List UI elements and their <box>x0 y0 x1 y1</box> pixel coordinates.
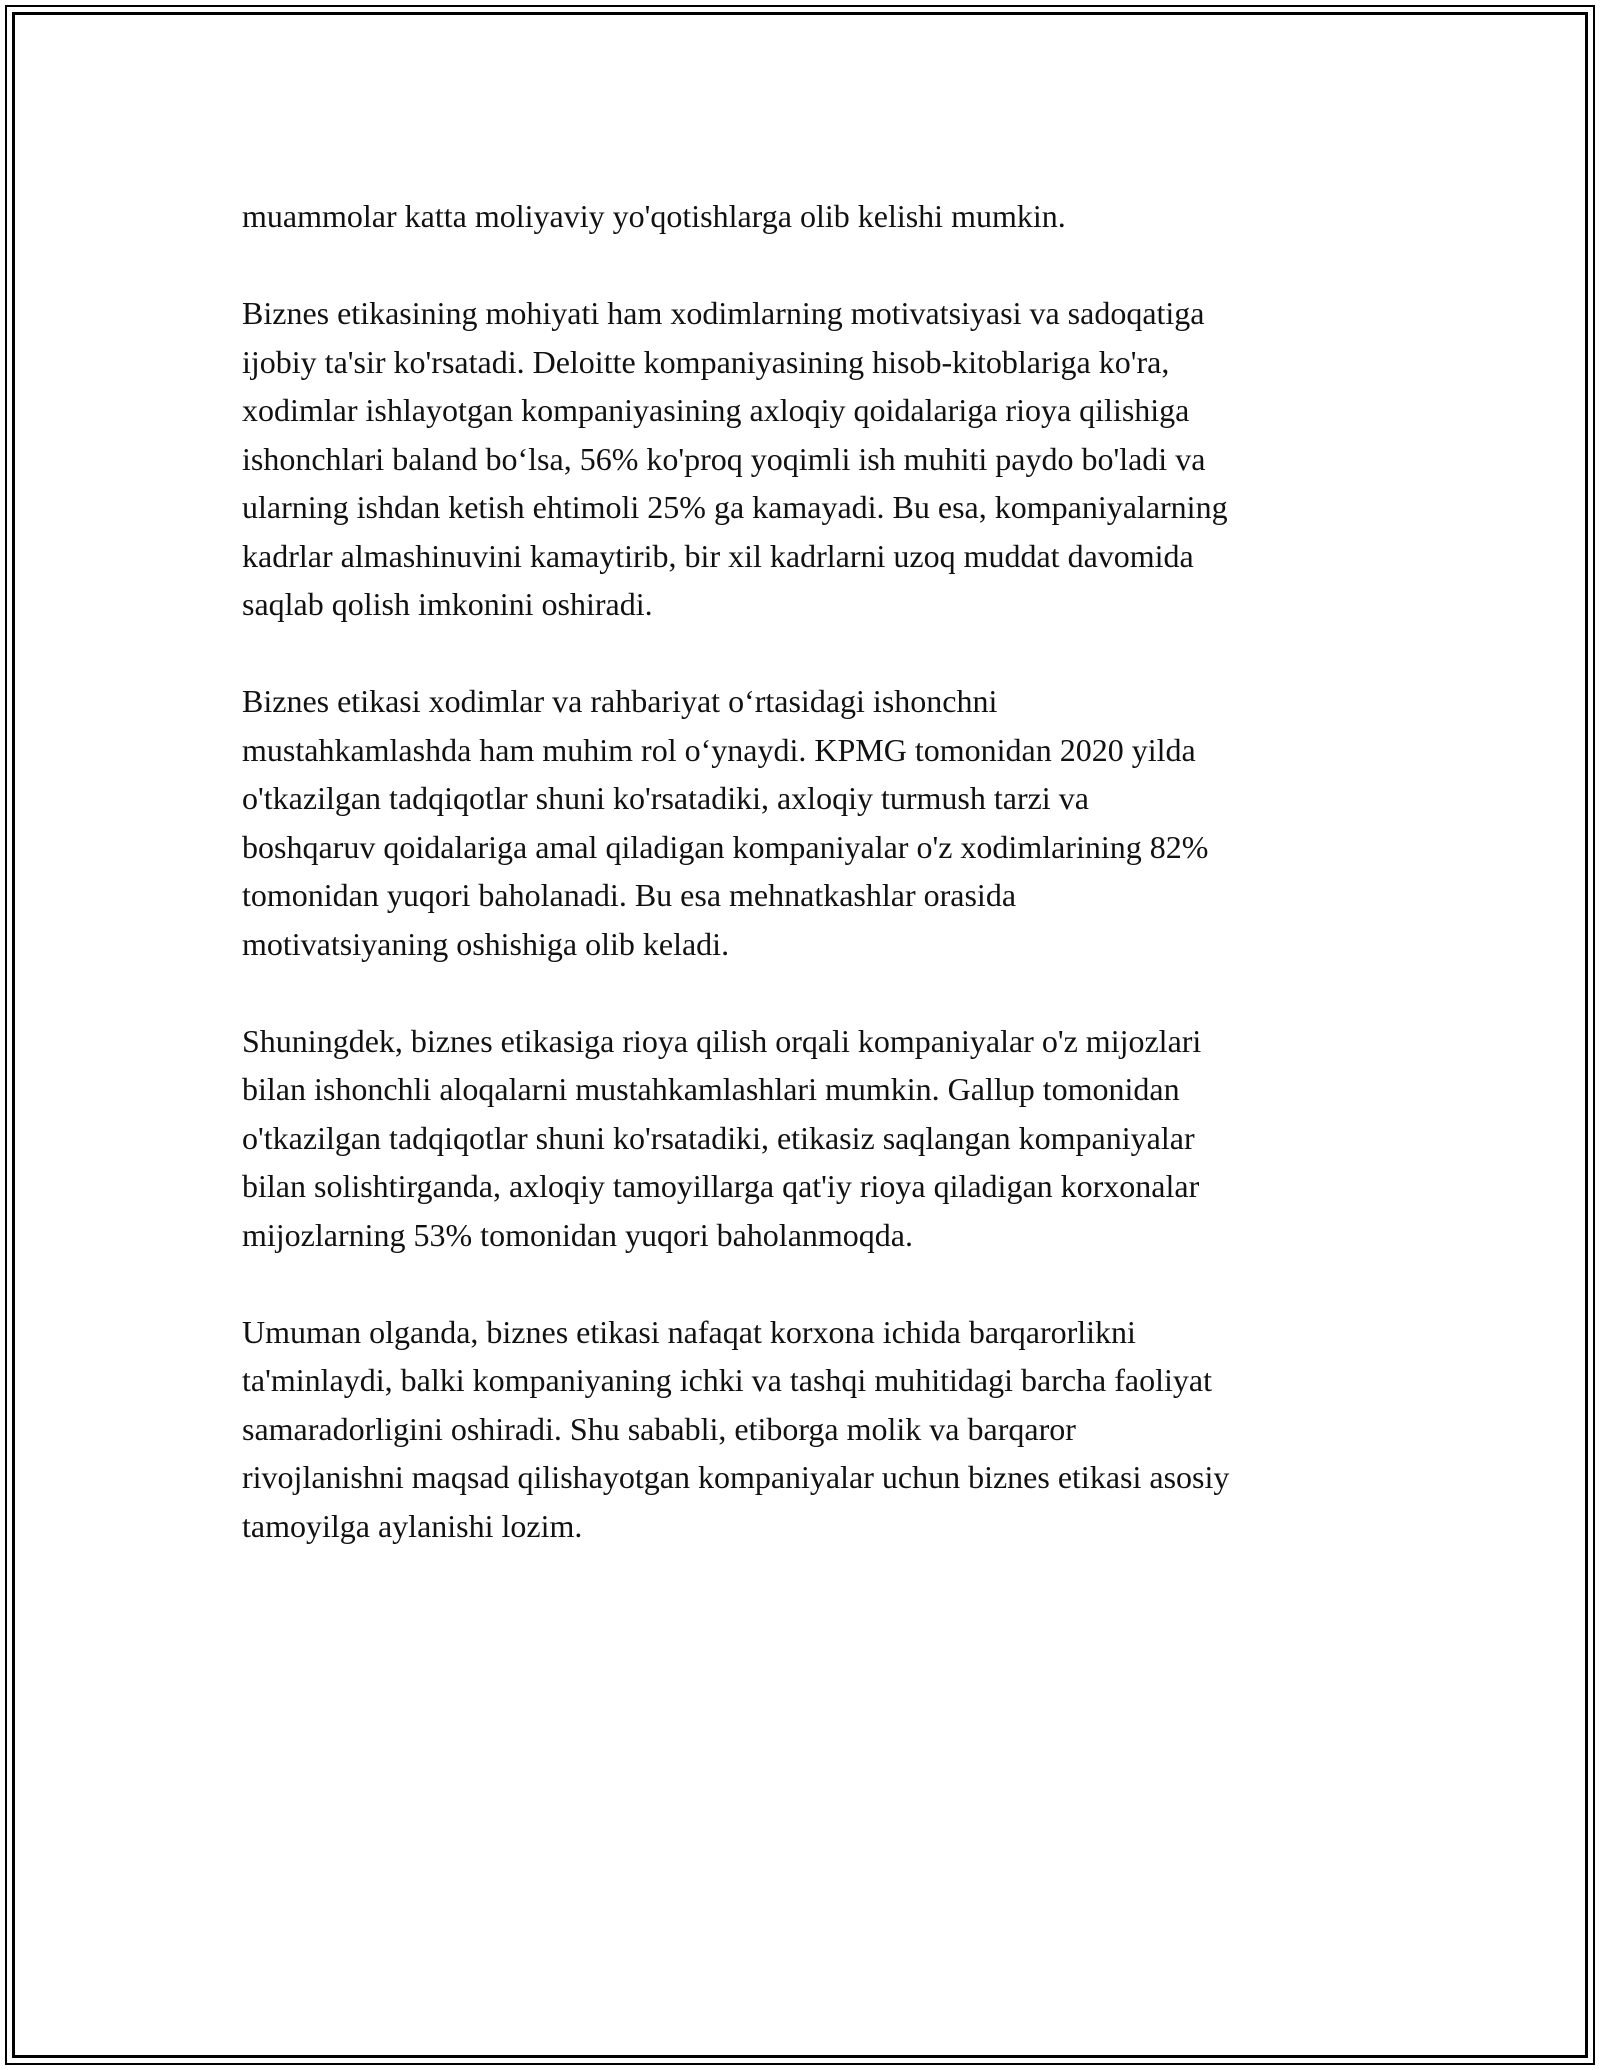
paragraph-5 <box>242 1308 1402 1551</box>
text-line: ta'minlaydi, balki kompaniyaning ichki va tashqi muhitidagi barcha faoliyat <box>242 1362 1212 1398</box>
text-line: ishonchlari baland bo‘lsa, 56% ko'proq yoqimli ish muhiti paydo bo'ladi va <box>242 440 1206 477</box>
text-line: tomonidan yuqori baholanadi. Bu esa mehnatkashlar orasida <box>242 877 1017 913</box>
document-body <box>242 192 1402 1599</box>
text-line: saqlab qolish imkonini oshiradi. <box>242 586 653 622</box>
text-line: Biznes etikasining mohiyati ham xodimlarning motivatsiyasi va sadoqatiga <box>242 295 1205 331</box>
text-line: muammolar katta moliyaviy yo'qotishlarga olib kelishi mumkin. <box>242 198 1066 234</box>
text-line: samaradorligini oshiradi. Shu sababli, etiborga molik va barqaror <box>242 1410 1076 1447</box>
text-line: mustahkamlashda ham muhim rol o‘ynaydi. KPMG tomonidan 2020 yilda <box>242 731 1196 768</box>
text-line: boshqaruv qoidalariga amal qiladigan kompaniyalar o'z xodimlarining 82% <box>242 828 1209 865</box>
text-line: bilan ishonchli aloqalarni mustahkamlashlari mumkin. Gallup tomonidan <box>242 1071 1180 1107</box>
text-line: bilan solishtirganda, axloqiy tamoyillarga qat'iy rioya qiladigan korxonalar <box>242 1168 1200 1204</box>
text-line: o'tkazilgan tadqiqotlar shuni ko'rsatadiki, axloqiy turmush tarzi va <box>242 780 1089 816</box>
text-line: Umuman olganda, biznes etikasi nafaqat korxona ichida barqarorlikni <box>242 1313 1136 1350</box>
text-line: motivatsiyaning oshishiga olib keladi. <box>242 925 730 962</box>
text-line: mijozlarning 53% tomonidan yuqori baholanmoqda. <box>242 1216 913 1253</box>
paragraph-1 <box>242 192 1402 241</box>
paragraph-2 <box>242 289 1402 629</box>
paragraph-4 <box>242 1017 1402 1260</box>
text-line: o'tkazilgan tadqiqotlar shuni ko'rsatadiki, etikasiz saqlangan kompaniyalar <box>242 1119 1195 1156</box>
text-line: kadrlar almashinuvini kamaytirib, bir xil kadrlarni uzoq muddat davomida <box>242 537 1194 574</box>
text-line: rivojlanishni maqsad qilishayotgan kompaniyalar uchun biznes etikasi asosiy <box>242 1459 1230 1495</box>
text-line: Shuningdek, biznes etikasiga rioya qilish orqali kompaniyalar o'z mijozlari <box>242 1022 1202 1059</box>
text-line: ijobiy ta'sir ko'rsatadi. Deloitte kompaniyasining hisob-kitoblariga ko'ra, <box>242 343 1170 380</box>
page-border <box>5 5 1595 2065</box>
text-line: Biznes etikasi xodimlar va rahbariyat o‘rtasidagi ishonchni <box>242 683 998 719</box>
text-line: ularning ishdan ketish ehtimoli 25% ga kamayadi. Bu esa, kompaniyalarning <box>242 489 1228 525</box>
text-line: tamoyilga aylanishi lozim. <box>242 1507 583 1544</box>
paragraph-3 <box>242 677 1402 968</box>
text-line: xodimlar ishlayotgan kompaniyasining axloqiy qoidalariga rioya qilishiga <box>242 392 1190 428</box>
